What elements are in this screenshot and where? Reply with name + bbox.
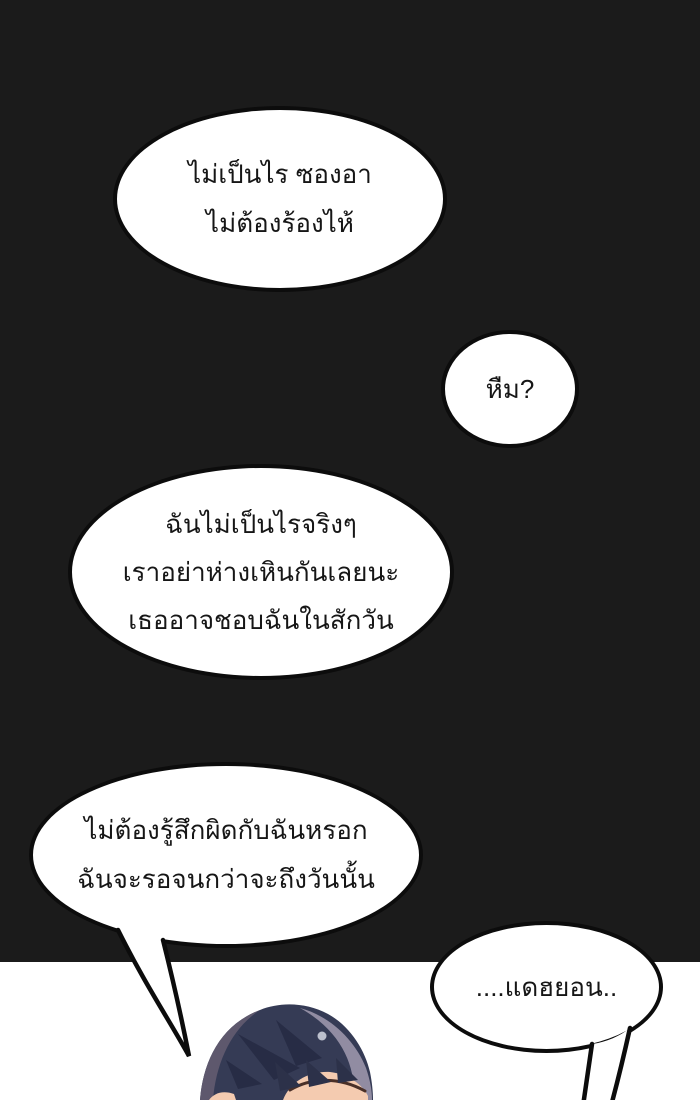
- speech-bubble-2: [441, 330, 579, 448]
- character-hair-highlight: [318, 1032, 327, 1041]
- bubble-1-line-1: ไม่เป็นไร ซองอา: [188, 159, 372, 189]
- bubble-4-line-1: ไม่ต้องรู้สึกผิดกับฉันหรอก: [84, 815, 368, 845]
- speech-bubble-4: [29, 762, 423, 948]
- bubble-3-line-1: ฉันไม่เป็นไรจริงๆ: [165, 509, 357, 539]
- bubble-4-line-2: ฉันจะรอจนกว่าจะถึงวันนั้น: [77, 864, 375, 894]
- bubble-2-line-1: หืม?: [485, 373, 535, 404]
- bubble-1-line-2: ไม่ต้องร้องไห้: [206, 208, 354, 238]
- speech-bubble-3: [68, 464, 454, 680]
- speech-bubble-5: [430, 921, 663, 1053]
- bubble-3-line-3: เธออาจชอบฉันในสักวัน: [128, 605, 394, 635]
- speech-bubble-1: [113, 106, 447, 292]
- bubble-5-line-1: ....แดฮยอน..: [475, 971, 618, 1002]
- character-head: [180, 1000, 380, 1100]
- bubble-3-line-2: เราอย่าห่างเหินกันเลยนะ: [122, 557, 400, 587]
